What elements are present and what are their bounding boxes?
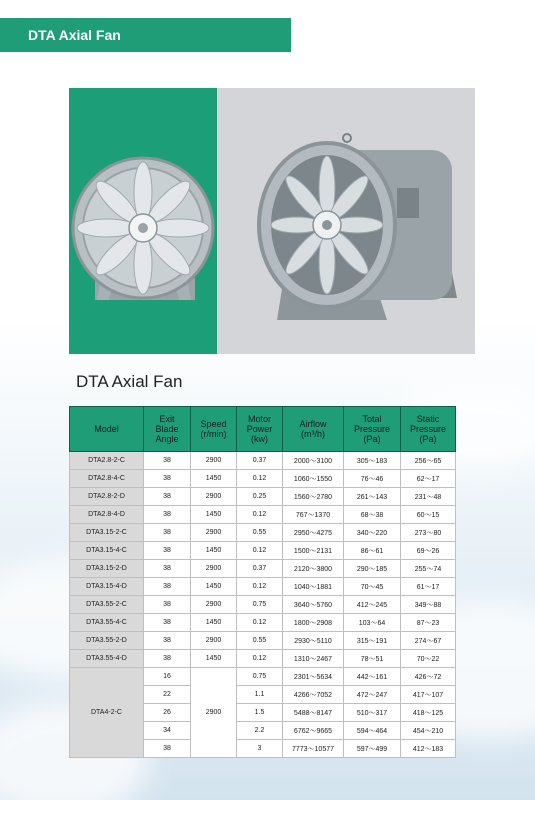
table-cell: 256～65	[401, 452, 456, 470]
column-header-line: Pressure	[353, 424, 390, 434]
column-header-line: (m³/h)	[301, 429, 325, 439]
column-header-line: Airflow	[299, 419, 327, 429]
model-cell: DTA3.55-2-D	[70, 632, 144, 650]
table-cell: 2000～3100	[283, 452, 344, 470]
table-cell: 60～15	[401, 506, 456, 524]
table-row	[70, 488, 456, 506]
column-header-line: Motor	[247, 414, 271, 424]
table-cell: 442～161	[344, 668, 401, 686]
table-cell: 87～23	[401, 614, 456, 632]
table-cell: 0.75	[237, 596, 283, 614]
column-header-line: Static	[416, 414, 440, 424]
table-cell: 767～1370	[283, 506, 344, 524]
banner-title: DTA Axial Fan	[28, 27, 121, 43]
table-cell: 4266～7052	[283, 686, 344, 704]
table-cell: 38	[144, 470, 191, 488]
table-body	[70, 452, 456, 758]
table-cell: 0.12	[237, 506, 283, 524]
table-cell: 70～22	[401, 650, 456, 668]
column-header	[401, 407, 456, 452]
table-cell: 5488～8147	[283, 704, 344, 722]
table-cell: 290～185	[344, 560, 401, 578]
table-cell: 78～51	[344, 650, 401, 668]
table-cell: 1450	[191, 614, 237, 632]
model-cell: DTA2.8-4-D	[70, 506, 144, 524]
table-cell: 1800～2908	[283, 614, 344, 632]
table-cell: 2950～4275	[283, 524, 344, 542]
column-header-line: Total	[362, 414, 382, 424]
table-cell: 0.37	[237, 452, 283, 470]
fan-side-photo	[217, 88, 475, 354]
model-cell: DTA3.15-2-D	[70, 560, 144, 578]
table-cell: 0.55	[237, 524, 283, 542]
table-cell: 417～107	[401, 686, 456, 704]
table-row	[70, 524, 456, 542]
table-cell: 0.75	[237, 668, 283, 686]
table-cell: 2120～3800	[283, 560, 344, 578]
table-cell: 3640～5760	[283, 596, 344, 614]
table-cell: 62～17	[401, 470, 456, 488]
table-cell: 38	[144, 614, 191, 632]
table-cell: 510～317	[344, 704, 401, 722]
column-header	[283, 407, 344, 452]
table-cell: 231～48	[401, 488, 456, 506]
table-cell: 38	[144, 632, 191, 650]
table-cell: 1060～1550	[283, 470, 344, 488]
table-cell: 26	[144, 704, 191, 722]
table-cell: 412～245	[344, 596, 401, 614]
table-cell: 38	[144, 524, 191, 542]
table-row	[70, 452, 456, 470]
table-cell: 2900	[191, 668, 237, 758]
table-cell: 0.12	[237, 578, 283, 596]
table-cell: 103～64	[344, 614, 401, 632]
table-cell: 2900	[191, 524, 237, 542]
table-cell: 1450	[191, 506, 237, 524]
table-cell: 38	[144, 542, 191, 560]
table-cell: 594～464	[344, 722, 401, 740]
model-cell: DTA2.8-2-C	[70, 452, 144, 470]
chevron-arrows-icon	[212, 21, 292, 49]
table-cell: 38	[144, 740, 191, 758]
column-header-line: Pressure	[409, 424, 446, 434]
table-cell: 349～88	[401, 596, 456, 614]
table-cell: 76～46	[344, 470, 401, 488]
table-cell: 7773～10577	[283, 740, 344, 758]
column-header-line: Blade	[155, 424, 179, 434]
table-cell: 1560～2780	[283, 488, 344, 506]
table-cell: 274～67	[401, 632, 456, 650]
table-cell: 86～61	[344, 542, 401, 560]
column-header-line: Model	[94, 424, 119, 434]
table-cell: 38	[144, 452, 191, 470]
table-cell: 0.12	[237, 614, 283, 632]
fan-front-photo	[69, 88, 217, 354]
table-cell: 340～220	[344, 524, 401, 542]
table-cell: 2900	[191, 452, 237, 470]
table-cell: 1040～1881	[283, 578, 344, 596]
section-title: DTA Axial Fan	[76, 372, 183, 391]
table-cell: 597～499	[344, 740, 401, 758]
table-cell: 2900	[191, 596, 237, 614]
table-row	[70, 650, 456, 668]
table-row	[70, 542, 456, 560]
table-cell: 70～45	[344, 578, 401, 596]
table-cell: 255～74	[401, 560, 456, 578]
table-cell: 6762～9665	[283, 722, 344, 740]
table-cell: 1450	[191, 578, 237, 596]
table-cell: 38	[144, 596, 191, 614]
spec-table	[69, 406, 456, 758]
column-header-line: (Pa)	[419, 434, 437, 444]
table-cell: 412～183	[401, 740, 456, 758]
table-cell: 315～191	[344, 632, 401, 650]
table-cell: 2301～5634	[283, 668, 344, 686]
model-cell: DTA3.15-4-C	[70, 542, 144, 560]
model-cell: DTA4-2-C	[70, 668, 144, 758]
model-cell: DTA3.55-4-D	[70, 650, 144, 668]
table-cell: 472～247	[344, 686, 401, 704]
table-cell: 2.2	[237, 722, 283, 740]
table-cell: 68～38	[344, 506, 401, 524]
table-cell: 2900	[191, 560, 237, 578]
column-header-line: Power	[246, 424, 273, 434]
column-header-line: (Pa)	[363, 434, 381, 444]
table-cell: 61～17	[401, 578, 456, 596]
column-header	[344, 407, 401, 452]
table-cell: 1310～2467	[283, 650, 344, 668]
column-header-line: Angle	[155, 434, 179, 444]
column-header	[191, 407, 237, 452]
table-row	[70, 578, 456, 596]
table-cell: 0.12	[237, 470, 283, 488]
table-row	[70, 506, 456, 524]
table-cell: 0.25	[237, 488, 283, 506]
table-cell: 1450	[191, 542, 237, 560]
table-cell: 454～210	[401, 722, 456, 740]
table-cell: 69～26	[401, 542, 456, 560]
model-cell: DTA3.55-4-C	[70, 614, 144, 632]
table-cell: 0.37	[237, 560, 283, 578]
table-cell: 426～72	[401, 668, 456, 686]
column-header-line: (kw)	[251, 434, 268, 444]
table-cell: 34	[144, 722, 191, 740]
model-cell: DTA2.8-2-D	[70, 488, 144, 506]
model-cell: DTA3.15-4-D	[70, 578, 144, 596]
table-cell: 3	[237, 740, 283, 758]
table-row	[70, 614, 456, 632]
model-cell: DTA3.55-2-C	[70, 596, 144, 614]
column-header-line: (r/min)	[200, 429, 227, 439]
table-row	[70, 470, 456, 488]
table-cell: 22	[144, 686, 191, 704]
table-cell: 2930～5110	[283, 632, 344, 650]
table-cell: 0.12	[237, 542, 283, 560]
model-cell: DTA3.15-2-C	[70, 524, 144, 542]
column-header	[70, 407, 144, 452]
table-header-row	[70, 407, 456, 452]
table-row	[70, 668, 456, 686]
table-cell: 38	[144, 506, 191, 524]
table-cell: 418～125	[401, 704, 456, 722]
table-cell: 305～183	[344, 452, 401, 470]
table-cell: 16	[144, 668, 191, 686]
column-header-line: Exit	[159, 414, 175, 424]
table-cell: 273～80	[401, 524, 456, 542]
table-cell: 0.12	[237, 650, 283, 668]
table-cell: 261～143	[344, 488, 401, 506]
table-cell: 1.5	[237, 704, 283, 722]
table-cell: 38	[144, 488, 191, 506]
table-cell: 1.1	[237, 686, 283, 704]
column-header-line: Speed	[200, 419, 227, 429]
table-cell: 2900	[191, 632, 237, 650]
model-cell: DTA2.8-4-C	[70, 470, 144, 488]
table-cell: 1450	[191, 470, 237, 488]
table-cell: 1500～2131	[283, 542, 344, 560]
column-header	[144, 407, 191, 452]
table-cell: 38	[144, 650, 191, 668]
table-cell: 0.55	[237, 632, 283, 650]
table-row	[70, 596, 456, 614]
table-row	[70, 560, 456, 578]
table-cell: 1450	[191, 650, 237, 668]
table-cell: 2900	[191, 488, 237, 506]
table-cell: 38	[144, 560, 191, 578]
column-header	[237, 407, 283, 452]
table-cell: 38	[144, 578, 191, 596]
table-row	[70, 632, 456, 650]
